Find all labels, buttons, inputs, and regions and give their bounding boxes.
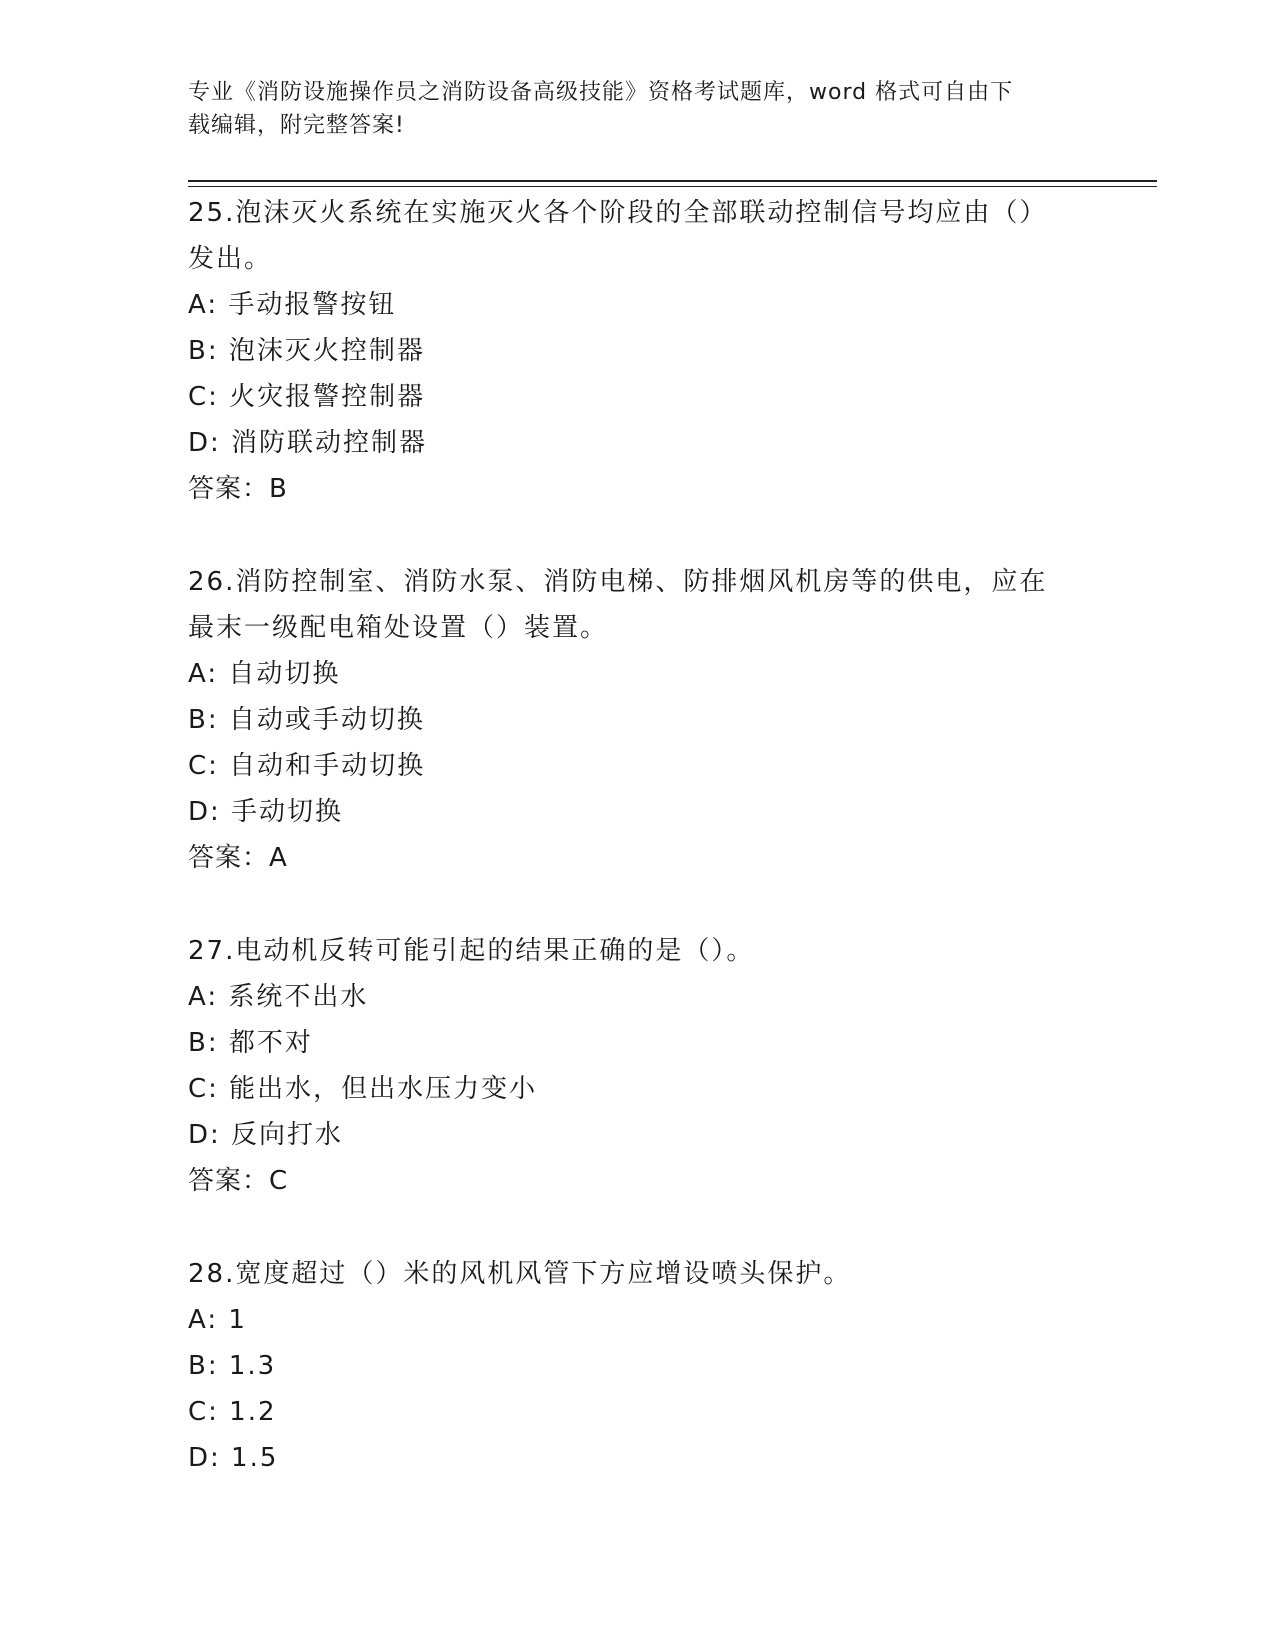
option-c: C: 能出水，但出水压力变小: [188, 1074, 538, 1104]
question-stem: 26.消防控制室、消防水泵、消防电梯、防排烟风机房等的供电，应在: [188, 567, 1048, 597]
question-25: [188, 190, 1088, 512]
question-28: [188, 1251, 1088, 1481]
option-d: D: 反向打水: [188, 1120, 344, 1150]
option-a: A: 系统不出水: [188, 982, 369, 1012]
header-divider-thin: [188, 186, 1157, 187]
answer-line: 答案：C: [188, 1166, 289, 1196]
option-b: B: 泡沫灭火控制器: [188, 336, 425, 366]
option-c: C: 1.2: [188, 1397, 277, 1427]
option-b: B: 1.3: [188, 1351, 277, 1381]
option-a: A: 手动报警按钮: [188, 290, 397, 320]
question-stem-continued: 最末一级配电箱处设置（）装置。: [188, 613, 609, 643]
option-d: D: 手动切换: [188, 797, 344, 827]
option-c: C: 自动和手动切换: [188, 751, 426, 781]
option-d: D: 消防联动控制器: [188, 428, 428, 458]
header-line-1: 专业《消防设施操作员之消防设备高级技能》资格考试题库，word 格式可自由下: [188, 80, 1014, 105]
question-27: [188, 928, 1088, 1204]
answer-line: 答案：A: [188, 843, 288, 873]
question-26: [188, 559, 1088, 881]
header-line-2: 载编辑，附完整答案!: [188, 113, 405, 138]
question-stem-continued: 发出。: [188, 244, 273, 274]
question-stem: 25.泡沫灭火系统在实施灭火各个阶段的全部联动控制信号均应由（）: [188, 198, 1048, 228]
option-d: D: 1.5: [188, 1443, 279, 1473]
option-c: C: 火灾报警控制器: [188, 382, 426, 412]
document-header: [188, 76, 1068, 142]
question-stem: 27.电动机反转可能引起的结果正确的是（）。: [188, 936, 755, 966]
option-b: B: 都不对: [188, 1028, 313, 1058]
header-divider-thick: [188, 180, 1157, 182]
option-a: A: 1: [188, 1305, 247, 1335]
option-a: A: 自动切换: [188, 659, 341, 689]
question-list: [188, 190, 1088, 1481]
option-b: B: 自动或手动切换: [188, 705, 425, 735]
question-stem: 28.宽度超过（）米的风机风管下方应增设喷头保护。: [188, 1259, 852, 1289]
answer-line: 答案：B: [188, 474, 288, 504]
